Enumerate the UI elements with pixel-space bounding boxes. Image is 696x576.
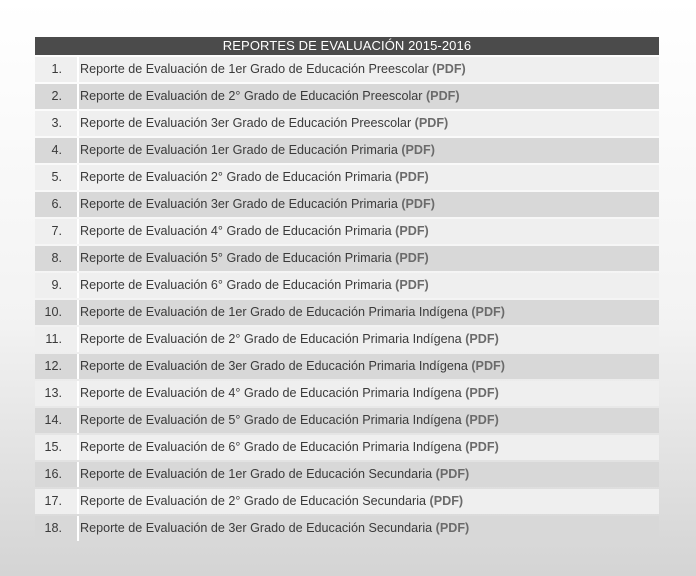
table-row (35, 138, 659, 163)
row-number: 7. (35, 219, 77, 244)
row-number: 16. (35, 462, 77, 487)
table-row (35, 300, 659, 325)
row-label (79, 219, 659, 244)
pdf-link[interactable]: (PDF) (401, 197, 435, 211)
row-number: 13. (35, 381, 77, 406)
row-label (79, 84, 659, 109)
row-number: 4. (35, 138, 77, 163)
pdf-link[interactable]: (PDF) (465, 332, 499, 346)
table-row (35, 84, 659, 109)
row-label (79, 408, 659, 433)
pdf-link[interactable]: (PDF) (395, 251, 429, 265)
row-label (79, 300, 659, 325)
table-row (35, 435, 659, 460)
row-label (79, 165, 659, 190)
table-row (35, 462, 659, 487)
table-row (35, 219, 659, 244)
table-row (35, 327, 659, 352)
table-row (35, 408, 659, 433)
table-row (35, 273, 659, 298)
table-row (35, 192, 659, 217)
report-title: Reporte de Evaluación de 3er Grado de Educación Primaria Indígena (80, 359, 468, 373)
report-title: Reporte de Evaluación 3er Grado de Educación Primaria (80, 197, 398, 211)
pdf-link[interactable]: (PDF) (432, 62, 466, 76)
row-label (79, 489, 659, 514)
pdf-link[interactable]: (PDF) (465, 413, 499, 427)
row-number: 8. (35, 246, 77, 271)
report-title: Reporte de Evaluación 3er Grado de Educación Preescolar (80, 116, 412, 130)
pdf-link[interactable]: (PDF) (471, 359, 505, 373)
report-title: Reporte de Evaluación 2° Grado de Educación Primaria (80, 170, 392, 184)
row-label (79, 327, 659, 352)
row-label (79, 354, 659, 379)
report-title: Reporte de Evaluación de 1er Grado de Educación Primaria Indígena (80, 305, 468, 319)
table-row (35, 165, 659, 190)
table-row (35, 246, 659, 271)
report-title: Reporte de Evaluación de 2° Grado de Educación Preescolar (80, 89, 423, 103)
report-title: Reporte de Evaluación 4° Grado de Educación Primaria (80, 224, 392, 238)
report-title: Reporte de Evaluación de 4° Grado de Educación Primaria Indígena (80, 386, 462, 400)
pdf-link[interactable]: (PDF) (401, 143, 435, 157)
pdf-link[interactable]: (PDF) (395, 170, 429, 184)
row-number: 12. (35, 354, 77, 379)
report-title: Reporte de Evaluación de 1er Grado de Educación Preescolar (80, 62, 429, 76)
row-number: 15. (35, 435, 77, 460)
pdf-link[interactable]: (PDF) (435, 467, 470, 481)
pdf-link[interactable]: (PDF) (425, 89, 460, 103)
row-number: 18. (35, 516, 77, 541)
table-row (35, 381, 659, 406)
row-label (79, 516, 659, 541)
pdf-link[interactable]: (PDF) (465, 386, 499, 400)
row-number: 1. (35, 57, 77, 82)
report-title: Reporte de Evaluación 6° Grado de Educación Primaria (80, 278, 392, 292)
row-label (79, 111, 659, 136)
report-title: Reporte de Evaluación de 2° Grado de Educación Primaria Indígena (80, 332, 462, 346)
report-title: Reporte de Evaluación de 2° Grado de Educación Secundaria (80, 494, 426, 508)
row-number: 10. (35, 300, 77, 325)
table-row (35, 354, 659, 379)
report-title: Reporte de Evaluación de 3er Grado de Educación Secundaria (80, 521, 433, 535)
row-label (79, 273, 659, 298)
row-label (79, 138, 659, 163)
pdf-link[interactable]: (PDF) (395, 278, 429, 292)
row-number: 2. (35, 84, 77, 109)
row-label (79, 246, 659, 271)
row-number: 6. (35, 192, 77, 217)
row-number: 14. (35, 408, 77, 433)
row-number: 3. (35, 111, 77, 136)
report-title: Reporte de Evaluación 1er Grado de Educación Primaria (80, 143, 398, 157)
pdf-link[interactable]: (PDF) (471, 305, 505, 319)
row-label (79, 462, 659, 487)
report-title: Reporte de Evaluación 5° Grado de Educación Primaria (80, 251, 392, 265)
row-label (79, 192, 659, 217)
row-number: 5. (35, 165, 77, 190)
pdf-link[interactable]: (PDF) (465, 440, 499, 454)
report-title: Reporte de Evaluación de 1er Grado de Educación Secundaria (80, 467, 433, 481)
row-label (79, 435, 659, 460)
row-number: 17. (35, 489, 77, 514)
table-row (35, 111, 659, 136)
reports-table (35, 37, 659, 541)
table-row (35, 57, 659, 82)
report-title: Reporte de Evaluación de 6° Grado de Educación Primaria Indígena (80, 440, 462, 454)
row-label (79, 57, 659, 82)
pdf-link[interactable]: (PDF) (435, 521, 470, 535)
table-row (35, 516, 659, 541)
pdf-link[interactable]: (PDF) (429, 494, 464, 508)
pdf-link[interactable]: (PDF) (395, 224, 429, 238)
table-title: REPORTES DE EVALUACIÓN 2015-2016 (35, 37, 659, 55)
row-number: 11. (35, 327, 77, 352)
row-label (79, 381, 659, 406)
pdf-link[interactable]: (PDF) (414, 116, 449, 130)
report-title: Reporte de Evaluación de 5° Grado de Educación Primaria Indígena (80, 413, 462, 427)
row-number: 9. (35, 273, 77, 298)
table-row (35, 489, 659, 514)
